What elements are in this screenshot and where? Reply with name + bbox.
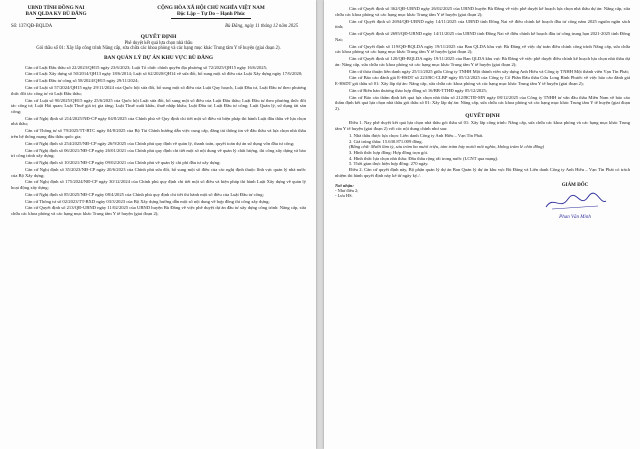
- contract-duration: 5. Thời gian thực hiện hợp đồng: 270 ngày.: [349, 161, 429, 167]
- recipients-block: [335, 183, 358, 221]
- national-motto: Độc Lập – Tự Do – Hạnh Phúc: [176, 11, 246, 17]
- legal-basis-paragraph: Căn cứ Quyết định số 2694/QĐ-UBND ngày 14/11/2025 của UBND tỉnh Đồng Nai về điều chỉnh kế hoạch đầu tư công năm 2025 nguồn ngân sách tỉnh;: [335, 18, 630, 30]
- legal-basis-paragraph: Căn cứ Báo cáo thẩm định kết quả lựa chọn nhà thầu số 212/BCTĐ-MN ngày 08/12/2025 của Công ty TNHH tư vấn đầu thầu Miền Nam về báo cáo thẩm định kết quả lựa chọn nhà thầu gói thầu số 01: Xây lắp dự án: Nâng cấp, sửa chữa các khoa phòng và các hạng mục khác Trung tâm Y tế huyện (giai đoạn 2).: [335, 94, 630, 111]
- winning-price: 2. Giá trúng thầu: 15.630.871.009 đồng.: [349, 138, 423, 144]
- legal-basis-paragraph: Căn cứ Luật số 90/2025/QH15 ngày 25/6/2025 của Quốc hội Luật sửa đổi, bổ sung một số điều của Luật Đấu thầu; Luật Đầu tư theo phương thức đối tác công tư; Luật Hải quan; Luật Thuế giá trị gia tăng; Luật Thuế xuất khẩu, thuế nhập khẩu; Luật Đầu tư; Luật Đầu tư công; Luật Quản lý, sử dụng tài sản công;: [11, 97, 306, 114]
- issuing-board: BAN QUẢN LÝ DỰ ÁN KHU VỰC BÙ ĐĂNG: [103, 54, 214, 61]
- motto-underline: [171, 18, 251, 19]
- legal-basis-paragraph: Căn cứ Nghị định số 175/2024/NĐ-CP ngày 30/12/2024 của Chính phủ quy định chi tiết một số điều và biện pháp thi hành Luật Xây dựng về quản lý hoạt động xây dựng;: [11, 179, 306, 190]
- signature-stroke-icon: [540, 191, 610, 213]
- document-number: Số: 137/QĐ-BQLDA: [11, 24, 53, 30]
- legal-basis-list-continued: [335, 6, 630, 112]
- legal-basis-paragraph: Căn cứ Nghị định số 85/2025/NĐ-CP ngày 08/4/2025 của Chính phủ quy định chi tiết thi hành một số điều của Luật Đầu tư công;: [25, 191, 264, 197]
- legal-basis-paragraph: Căn cứ Luật số 57/2024/QH15 ngày 29/11/2024 của Quốc hội sửa đổi, bổ sung một số điều của Luật Quy hoạch, Luật Đầu tư, Luật Đầu tư theo phương thức đối tác công tư và Luật Đấu thầu;: [11, 85, 306, 96]
- legal-basis-paragraph: Căn cứ Quyết định số 119/QĐ-BQLDA ngày 19/11/2025 của Ban QLDA khu vực Bù Đăng về việc dự toán điều chỉnh công trình Nâng cấp, sửa chữa các khoa phòng và các hạng mục khác Trung tâm Y tế huyện (giai đoạn 2);: [335, 43, 630, 55]
- legal-basis-paragraph: Căn cứ Luật Xây dựng số 50/2014/QH13 ngày 18/6/2014; Luật số 62/2020/QH14 về sửa đổi, bổ sung một số điều của Luật Xây dựng ngày 17/6/2020;: [25, 71, 303, 77]
- article-1: Điều 1. Nay phê duyệt kết quả lựa chọn nhà thầu gói thầu số 01: Xây lắp công trình: Nâng cấp, sửa chữa các khoa phòng và các hạng mục khác Trung tâm Y tế huyện (giai đoạn 2) với các nội dung chính như sau:: [335, 120, 630, 132]
- recipient-item: - Như điều 2;: [335, 187, 359, 193]
- legal-basis-paragraph: Căn cứ Quyết định số 120/QĐ-BQLDA ngày 19/11/2025 của Ban QLDA khu vực Bù Đăng về việc phê duyệt điều chỉnh kế hoạch lựa chọn nhà thầu dự án: Nâng cấp, sửa chữa các khoa phòng và các hạng mục khác Trung tâm Y tế huyện (giai đoạn 2);: [335, 56, 630, 67]
- signatory-name: Phan Văn Minh: [559, 215, 591, 221]
- document-page-1: [0, 0, 316, 449]
- package-description: Gói thầu số 01: Xây lắp công trình Nâng cấp, sửa chữa các khoa phòng và các hạng mục khác Trung tâm Y tế huyện (giai đoạn 2).: [36, 46, 281, 52]
- national-title: CỘNG HÒA XÃ HỘI CHỦ NGHĨA VIỆT NAM: [157, 5, 265, 11]
- legal-basis-list: [11, 65, 306, 217]
- legal-basis-paragraph: Căn cứ Biên bản thương thảo hợp đồng số 16/BB-TTHĐ ngày 05/12/2025;: [349, 87, 488, 93]
- signature-block: [520, 183, 630, 221]
- legal-basis-paragraph: Căn cứ Báo cáo đánh giá E-HSDT số 223/BC-CLBP ngày 05/12/2025 của Công ty Cổ Phần Đấu thầu Cửu Long Bình Phước về việc báo cáo đánh giá E-HSDT gói thầu số 01: Xây lắp dự án: Nâng cấp, sửa chữa các khoa phòng và các hạng mục khác Trung tâm Y tế huyện (giai đoạn 2);: [335, 75, 630, 86]
- legal-basis-paragraph: Căn cứ Thông tư số 02/2023/TT-BXD ngày 03/3/2023 của Bộ Xây dựng hướng dẫn một số nội dung về hợp đồng thi công xây dựng;: [25, 198, 270, 204]
- issuing-agency: BAN QLDA KV BÙ ĐĂNG: [25, 11, 87, 17]
- legal-basis-paragraph: Căn cứ Quyết định số 213/QĐ-UBND ngày 11/02/2025 của UBND huyện Bù Đăng về việc phê duyệt dự án đầu tư xây dựng công trình: Nâng cấp, sửa chữa các khoa phòng và các hạng mục khác Trung tâm Y tế huyện (giai đoạn 2);: [11, 205, 306, 217]
- header-underline: [36, 18, 76, 19]
- selection-method: 4. Hình thức lựa chọn nhà thầu: Đấu thầu rộng rãi trong nước (LCNT qua mạng).: [349, 155, 499, 161]
- legal-basis-paragraph: Căn cứ Luật Đầu tư công số 58/2024/QH15 ngày 29/11/2024;: [25, 78, 139, 84]
- document-subtitle: Phê duyệt kết quả lựa chọn nhà thầu: [124, 40, 193, 46]
- legal-basis-paragraph: Căn cứ Quyết định số 2695/QĐ-UBND ngày 14/11/2025 của UBND tỉnh Đồng Nai về điều chỉnh kế hoạch đầu tư công trung hạn 2021-2025 tỉnh Đồng Nai;: [335, 31, 630, 42]
- legal-basis-paragraph: Căn cứ Nghị định số 214/2025/NĐ-CP ngày 04/8/2025 của Chính phủ về Quy định chi tiết một số điều và biện pháp thi hành Luật đấu thầu về lựa chọn nhà thầu;: [11, 115, 306, 127]
- winning-bidder: 1. Nhà thầu được lựa chọn: Liên danh Công ty Anh Hiếu – Vạn Tín Phát.: [349, 132, 484, 138]
- issuing-authority: UBND TỈNH ĐỒNG NAI: [27, 5, 85, 11]
- signatory-title: GIÁM ĐỐC: [561, 182, 589, 188]
- signature-mark: [540, 191, 610, 213]
- legal-basis-paragraph: Căn cứ thỏa thuận liên danh ngày 25/11/2025 giữa Công ty TNHH Một thành viên xây dựng Anh Hiếu và Công ty TNHH Một thành viên Vạn Tín Phát;: [349, 68, 630, 74]
- recipients-label: Nơi nhận:: [335, 182, 354, 188]
- legal-basis-paragraph: Căn cứ Thông tư số 79/2025/TT-BTC ngày 04/8/2025 của Bộ Tài Chính hướng dẫn việc cung cấp, đăng tải thông tin về đấu thầu và lựa chọn nhà thầu trên hệ thống mạng đấu thầu quốc gia;: [11, 128, 306, 139]
- article-2: Điều 2. Căn cứ quyết định này, Bộ phận quản lý dự án Ban Quản lý dự án khu vực Bù Đăng và Liên danh Công ty Anh Hiếu – Vạn Tín Phát có trách nhiệm thi hành quyết định này kể từ ngày ký./.: [335, 167, 630, 178]
- document-date: Bù Đăng, ngày 11 tháng 12 năm 2025: [225, 24, 298, 30]
- legal-basis-paragraph: Căn cứ Nghị định số 35/2023/NĐ-CP ngày 20/6/2023 của Chính phủ sửa đổi, bổ sung một số điều của các nghị định thuộc lĩnh vực quản lý nhà nước của Bộ Xây dựng;: [11, 166, 306, 178]
- legal-basis-paragraph: Căn cứ Luật Đấu thầu số 22/2023/QH15 ngày 23/6/2023; Luật Tổ chức chính quyền địa phương số 72/2025/QH15 ngày 16/6/2025;: [25, 64, 268, 70]
- decision-heading: QUYẾT ĐỊNH: [465, 112, 500, 119]
- legal-basis-paragraph: Căn cứ Nghị định số 254/2025/NĐ-CP ngày 26/9/2025 của Chính phủ quy định về quản lý, thanh toán, quyết toán dự án sử dụng vốn đầu tư công;: [25, 140, 295, 146]
- contract-type: 3. Hình thức hợp đồng: Hợp đồng trọn gói.: [349, 150, 429, 156]
- legal-basis-paragraph: Căn cứ Quyết định số 362/QĐ-UBND ngày 26/02/2025 của UBND huyện Bù Đăng về việc phê duyệt kế hoạch lựa chọn nhà thầu dự án: Nâng cấp, sửa chữa các khoa phòng và các hạng mục khác Trung tâm Y tế huyện (giai đoạn 2);: [335, 6, 630, 17]
- document-header: [11, 5, 306, 18]
- recipient-item: - Lưu HS.: [335, 193, 353, 199]
- document-title: QUYẾT ĐỊNH: [140, 33, 177, 40]
- document-page-2: [324, 0, 640, 449]
- legal-basis-paragraph: Căn cứ Nghị định số 10/2021/NĐ-CP ngày 09/02/2021 của Chính phủ về quản lý chi phí đầu tư xây dựng;: [25, 160, 221, 165]
- price-in-words: (Bằng chữ: Mười lăm tỷ, sáu trăm ba mươi triệu, tám trăm bảy mươi mốt nghìn, không trăm lẻ chín đồng): [349, 144, 545, 150]
- legal-basis-paragraph: Căn cứ Nghị định số 06/2021/NĐ-CP ngày 26/01/2021 của Chính phủ quy định chi tiết một số nội dung về quản lý chất lượng, thi công xây dựng và bảo trì công trình xây dựng;: [11, 147, 306, 159]
